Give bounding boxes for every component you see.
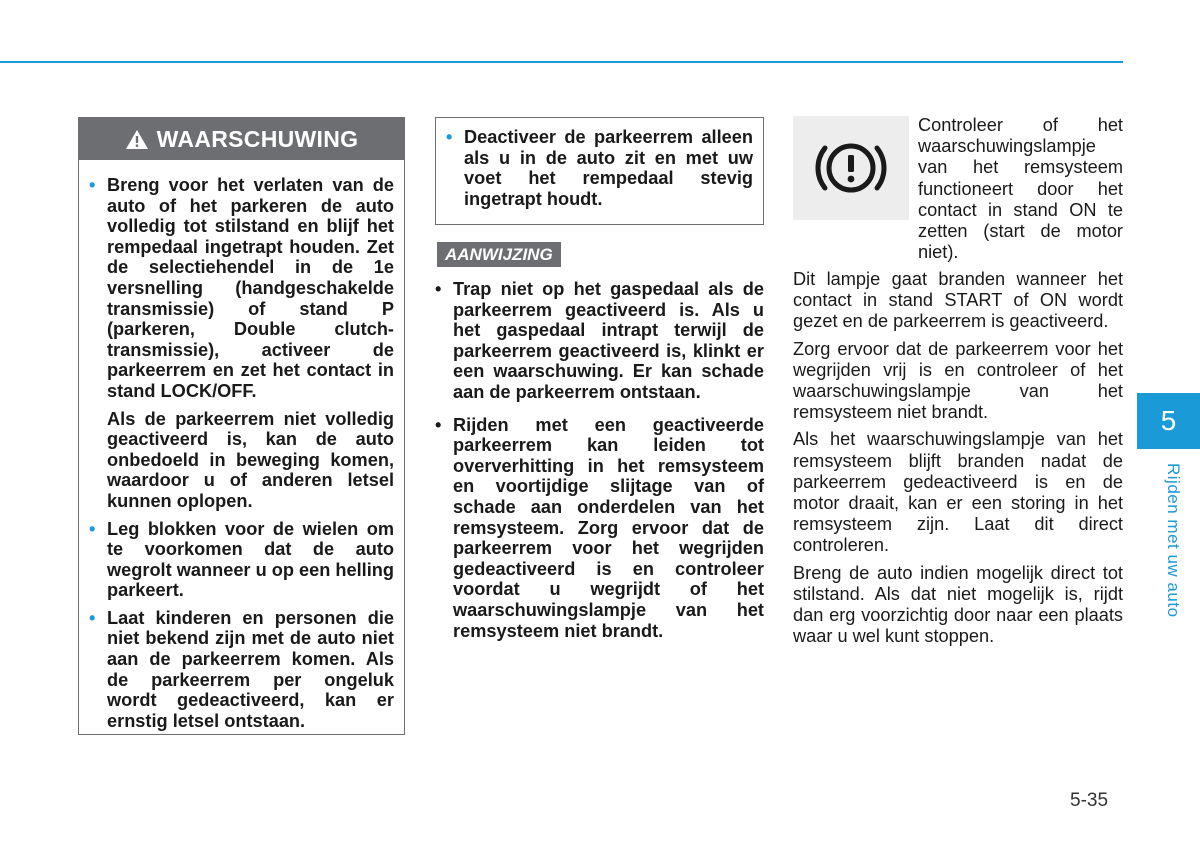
indicator-description: Controleer of het waarschuwingslampje van het remsysteem functioneert door het contact in stand ON te zetten (start de motor niet).	[918, 115, 1123, 263]
page-number: 5-35	[1070, 790, 1109, 811]
warning-item-text: Breng voor het verlaten van de auto of het parkeren de auto volledig tot stilstand en blijf het rempedaal ingetrapt houden. Zet de selectiehendel in de 1e versnelling (handgeschakelde transmissie) of stand P (parkeren, Double clutch-transmissie), activeer de parkeerrem en zet het contact in stand LOCK/OFF.	[107, 175, 394, 401]
warning-item-text: Als de parkeerrem niet volledig geactiveerd is, kan de auto onbedoeld in beweging komen, waardoor u of anderen letsel kunnen oplopen.	[107, 408, 394, 511]
note-item-text: Trap niet op het gaspedaal als de parkeerrem geactiveerd is. Als u het gaspedaal intrapt terwijl de parkeerrem geactiveerd is, klinkt er een waarschuwing. Er kan schade aan de parkeerrem ontstaan.	[453, 279, 764, 402]
note-label: AANWIJZING	[437, 242, 561, 267]
warning-continued-box	[435, 117, 764, 225]
bullet-icon: •	[89, 607, 96, 628]
bullet-icon: •	[435, 279, 442, 299]
body-text	[793, 269, 1123, 653]
paragraph: Als het waarschuwingslampje van het remsysteem blijft branden nadat de parkeerrem gedeactiveerd is en de motor draait, kan er een storing in het remsysteem zijn. Laat dit direct controleren.	[793, 429, 1123, 556]
warning-triangle-icon	[125, 129, 149, 150]
header-rule	[0, 61, 1123, 63]
warning-header	[79, 118, 404, 160]
warning-list	[79, 160, 404, 731]
paragraph: Dit lampje gaat branden wanneer het contact in stand START of ON wordt gezet en de parkeerrem is geactiveerd.	[793, 269, 1123, 332]
paragraph: Zorg ervoor dat de parkeerrem voor het wegrijden vrij is en controleer of het waarschuwingslampje van het remsysteem niet brandt.	[793, 338, 1123, 423]
warning-title: WAARSCHUWING	[156, 125, 359, 152]
list-item	[446, 127, 753, 209]
bullet-icon: •	[446, 127, 453, 147]
warning-box	[78, 117, 405, 735]
bullet-icon: •	[89, 175, 96, 195]
list-item	[435, 279, 764, 403]
chapter-title: Rijden met uw auto	[1164, 463, 1183, 618]
warning-item-text: Leg blokken voor de wielen om te voorkomen dat de auto wegrolt wanneer u op een helling parkeert.	[107, 518, 394, 601]
list-item	[89, 175, 394, 512]
note-list	[435, 279, 764, 653]
warning-item-text: Laat kinderen en personen die niet bekend zijn met de auto niet aan de parkeerrem komen. Als de parkeerrem per ongeluk wordt gedeactiveerd, kan er ernstig letsel ontstaan.	[107, 607, 394, 731]
list-item	[89, 519, 394, 601]
brake-warning-icon	[793, 116, 909, 220]
note-item-text: Rijden met een geactiveerde parkeerrem kan leiden tot oververhitting in het remsysteem en voortijdige slijtage van of schade aan onderdelen van het remsysteem. Zorg ervoor dat de parkeerrem voor het wegrijden gedeactiveerd is en controleer voordat u wegrijdt of het waarschuwingslampje van het remsysteem niet brandt.	[453, 414, 764, 641]
list-item	[435, 415, 764, 642]
paragraph: Breng de auto indien mogelijk direct tot stilstand. Als dat niet mogelijk is, rijdt dan erg voorzichtig door naar een plaats waar u wel kunt stoppen.	[793, 562, 1123, 647]
warning-item-text: Deactiveer de parkeerrem alleen als u in de auto zit en met uw voet het rempedaal stevig ingetrapt houdt.	[464, 127, 753, 209]
bullet-icon: •	[89, 518, 96, 539]
chapter-tab: 5	[1137, 393, 1200, 449]
bullet-icon: •	[435, 414, 442, 435]
warning-continued-list	[446, 127, 753, 209]
list-item	[89, 608, 394, 732]
